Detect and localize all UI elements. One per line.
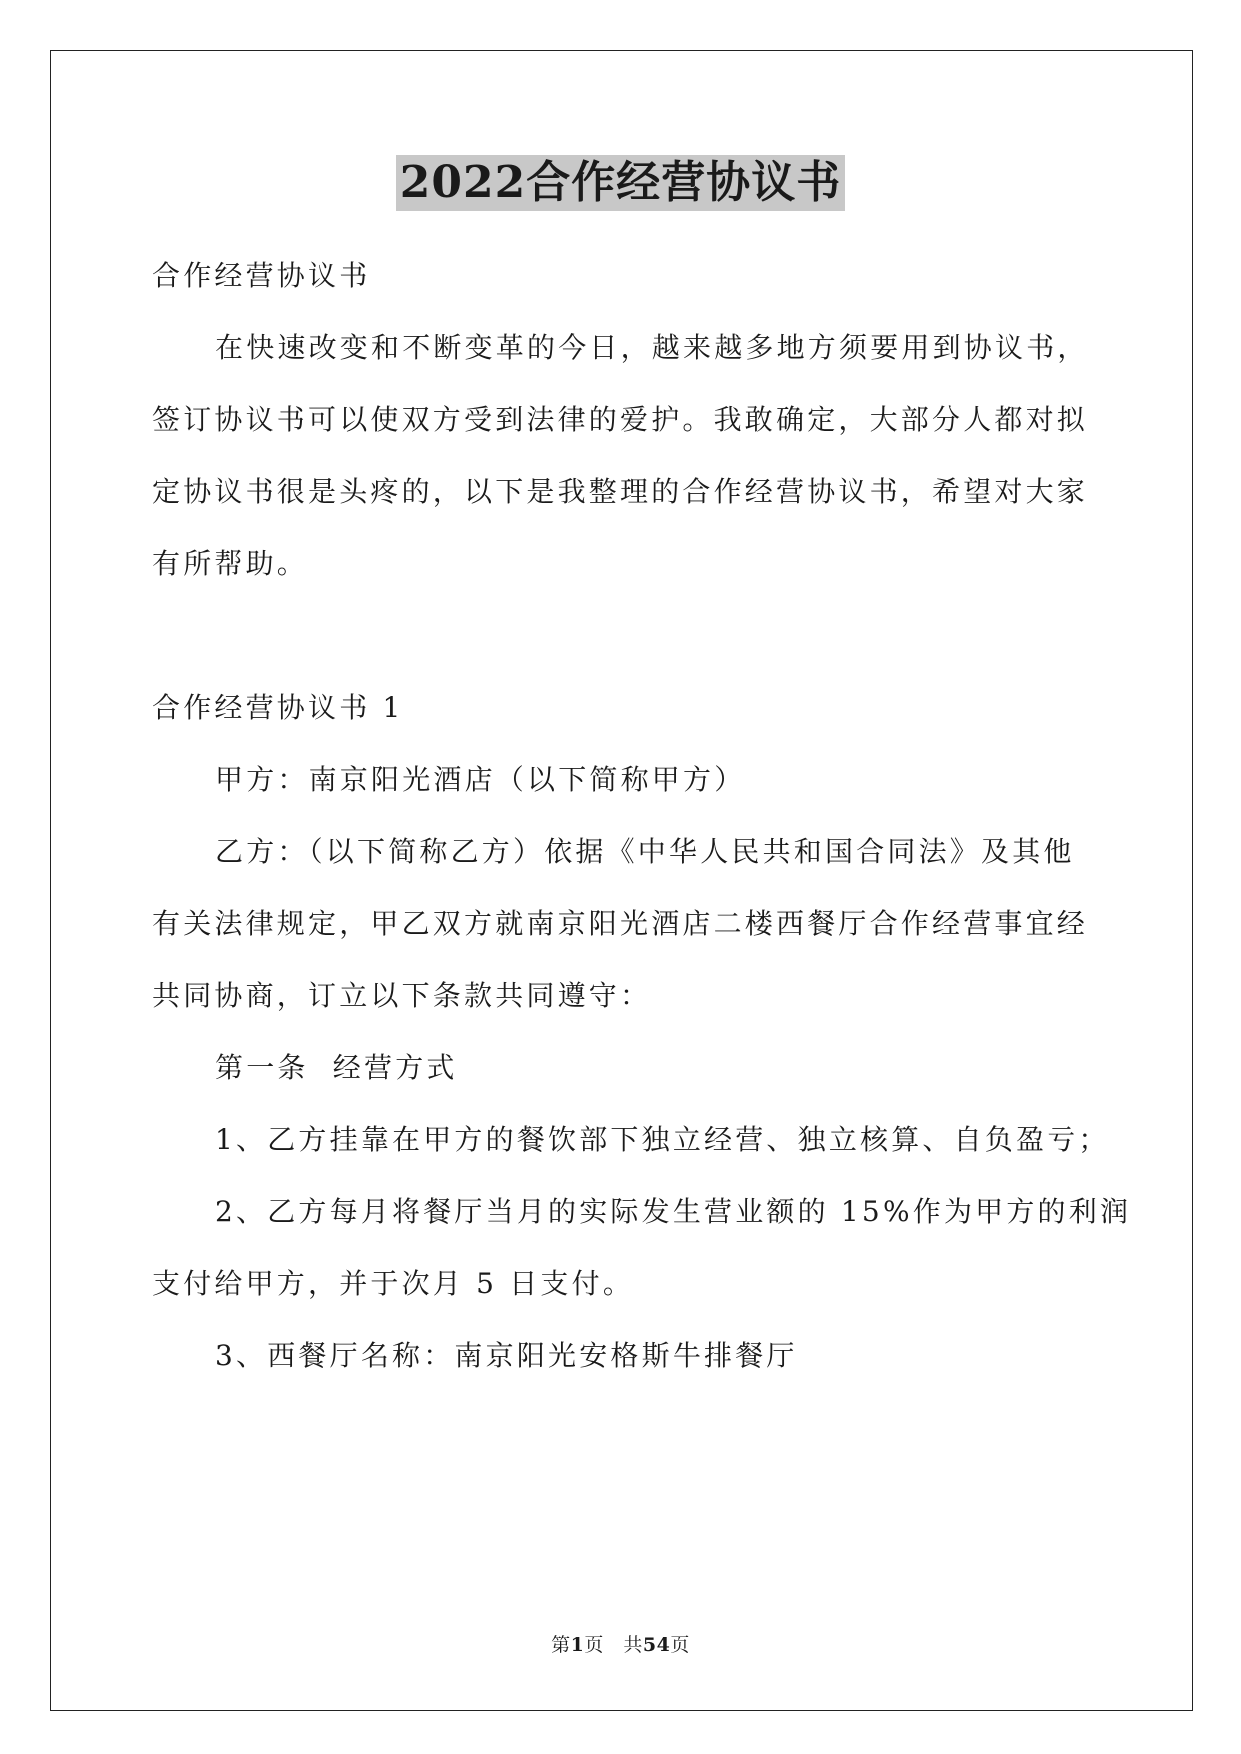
party-b-line-3: 共同协商，订立以下条款共同遵守：	[152, 979, 652, 1012]
clause-1: 1、乙方挂靠在甲方的餐饮部下独立经营、独立核算、自负盈亏；	[215, 1123, 1110, 1156]
intro-line-1: 在快速改变和不断变革的今日，越来越多地方须要用到协议书，	[215, 331, 1089, 364]
party-b-line-1: 乙方：（以下简称乙方）依据《中华人民共和国合同法》及其他	[215, 835, 1075, 868]
intro-line-4: 有所帮助。	[152, 547, 309, 580]
document-title: 2022合作经营协议书	[396, 155, 845, 211]
party-b-line-2: 有关法律规定，甲乙双方就南京阳光酒店二楼西餐厅合作经营事宜经	[152, 907, 1089, 940]
paragraph-gap	[152, 600, 1092, 672]
clause-3: 3、西餐厅名称：南京阳光安格斯牛排餐厅	[215, 1339, 798, 1372]
footer-total-pages: 54	[642, 1634, 671, 1656]
party-a-line: 甲方：南京阳光酒店（以下简称甲方）	[215, 763, 746, 796]
clause-2-line-2: 支付给甲方，并于次月 5 日支付。	[152, 1267, 635, 1300]
footer-current-page: 1	[570, 1634, 585, 1656]
footer-mid: 页 共	[584, 1634, 643, 1656]
document-body	[152, 240, 1132, 1392]
title-container	[0, 155, 1241, 211]
clause-2-line-1: 2、乙方每月将餐厅当月的实际发生营业额的 15%作为甲方的利润	[215, 1195, 1132, 1228]
intro-line-3: 定协议书很是头疼的，以下是我整理的合作经营协议书，希望对大家	[152, 475, 1089, 508]
footer-suffix: 页	[670, 1634, 690, 1656]
intro-line-2: 签订协议书可以使双方受到法律的爱护。我敢确定，大部分人都对拟	[152, 403, 1089, 436]
intro-heading: 合作经营协议书	[152, 259, 371, 292]
footer-prefix: 第	[551, 1634, 571, 1656]
page-footer	[0, 1630, 1241, 1657]
section-heading: 合作经营协议书 1	[152, 691, 404, 724]
article-1-heading: 第一条 经营方式	[215, 1051, 458, 1084]
